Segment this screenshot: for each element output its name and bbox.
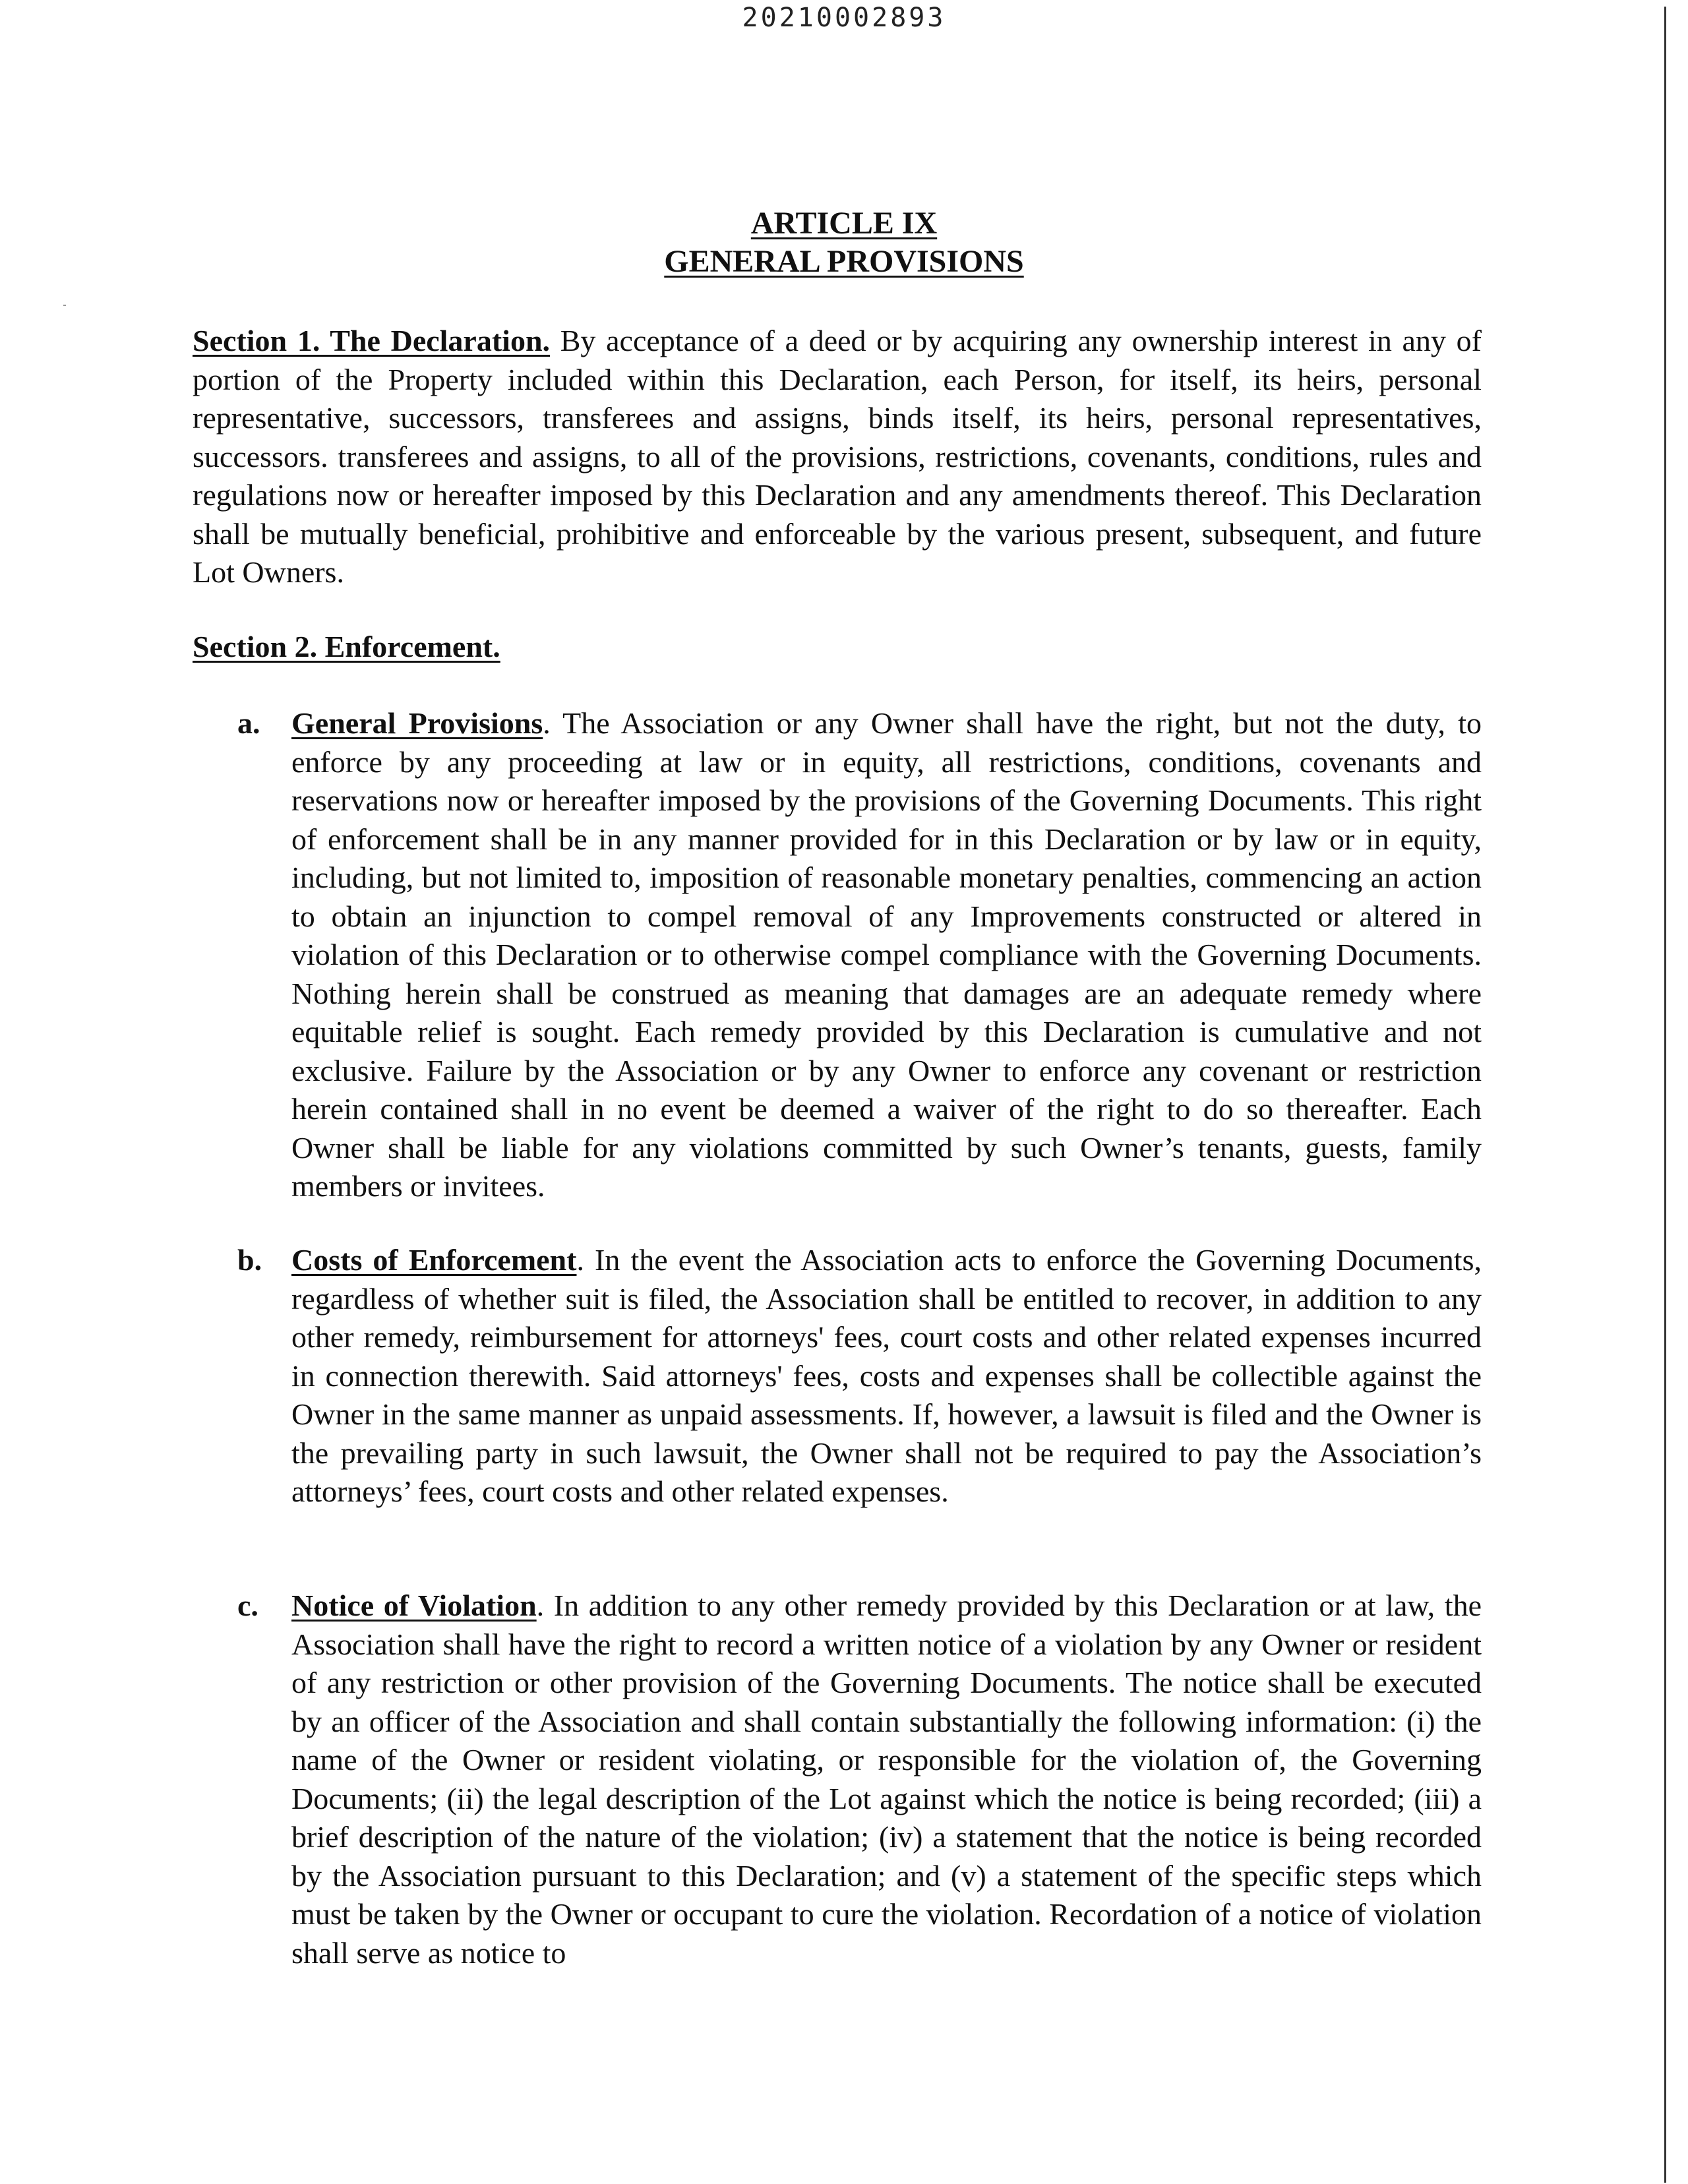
item-label: Costs of Enforcement <box>291 1243 577 1277</box>
item-paragraph <box>291 1241 1482 1511</box>
article-subtitle: GENERAL PROVISIONS <box>664 244 1024 279</box>
scan-edge-line <box>1664 7 1666 2183</box>
item-paragraph <box>291 704 1482 1206</box>
item-text: . In the event the Association acts to enforce the Governing Documents, regardless of whether suit is filed, the Association shall be entitled to recover, in addition to any other remedy, reimbursement for attorneys' fees, court costs and other related expenses incurred in connection therewith. Said attorneys' fees, costs and expenses shall be collectible against the Owner in the same manner as unpaid assessments. If, however, a lawsuit is filed and the Owner is the prevailing party in such lawsuit, the Owner shall not be required to pay the Association’s attorneys’ fees, court costs and other related expenses. <box>291 1243 1482 1508</box>
section-1-paragraph <box>193 322 1482 592</box>
item-letter: a. <box>237 706 260 740</box>
recording-number: 20210002893 <box>742 3 946 33</box>
list-item-notice-of-violation <box>237 1587 1482 1972</box>
section-1-label: Section 1. The Declaration. <box>193 324 551 357</box>
list-item-general-provisions <box>237 704 1482 1206</box>
section-1-text: By acceptance of a deed or by acquiring any ownership interest in any of portion of the Property included within this Declaration, each Person, for itself, its heirs, personal representative, successors, transferees and assigns, binds itself, its heirs, personal representatives, successors. transferees and assigns, to all of the provisions, restrictions, covenants, conditions, rules and regulations now or hereafter imposed by this Declaration and any amendments thereof. This Declaration shall be mutually beneficial, prohibitive and enforceable by the various present, subsequent, and future Lot Owners. <box>193 324 1482 589</box>
article-title: ARTICLE IX <box>750 206 938 241</box>
item-paragraph <box>291 1587 1482 1972</box>
section-2-heading <box>193 628 1482 667</box>
item-letter: c. <box>237 1589 258 1622</box>
section-2-label: Section 2. Enforcement. <box>193 630 500 663</box>
item-text: . In addition to any other remedy provided by this Declaration or at law, the Association shall have the right to record a written notice of a violation by any Owner or resident of any restriction or other provision of the Governing Documents. The notice shall be executed by an officer of the Association and shall contain substantially the following information: (i) the name of the Owner or resident violating, or responsible for the violation of, the Governing Documents; (ii) the legal description of the Lot against which the notice is being recorded; (iii) a brief description of the nature of the violation; (iv) a statement that the notice is being recorded by the Association pursuant to this Declaration; and (v) a statement of the specific steps which must be taken by the Owner or occupant to cure the violation. Recordation of a notice of violation shall serve as notice to <box>291 1589 1482 1970</box>
list-item-costs-of-enforcement <box>237 1241 1482 1511</box>
item-label: General Provisions <box>291 706 543 740</box>
item-letter: b. <box>237 1243 262 1277</box>
item-text: . The Association or any Owner shall have the right, but not the duty, to enforce by any proceeding at law or in equity, all restrictions, conditions, covenants and reservations now or hereafter imposed by the provisions of the Governing Documents. This right of enforcement shall be in any manner provided for in this Declaration or by law or in equity, including, but not limited to, imposition of reasonable monetary penalties, commencing an action to obtain an injunction to compel removal of any Improvements constructed or altered in violation of this Declaration or to otherwise compel compliance with the Governing Documents. Nothing herein shall be construed as meaning that damages are an adequate remedy where equitable relief is sought. Each remedy provided by this Declaration is cumulative and not exclusive. Failure by the Association or by any Owner to enforce any covenant or restriction herein contained shall in no event be deemed a waiver of the right to do so thereafter. Each Owner shall be liable for any violations committed by such Owner’s tenants, guests, family members or invitees. <box>291 706 1482 1203</box>
item-label: Notice of Violation <box>291 1589 537 1622</box>
scan-speck <box>63 305 66 306</box>
